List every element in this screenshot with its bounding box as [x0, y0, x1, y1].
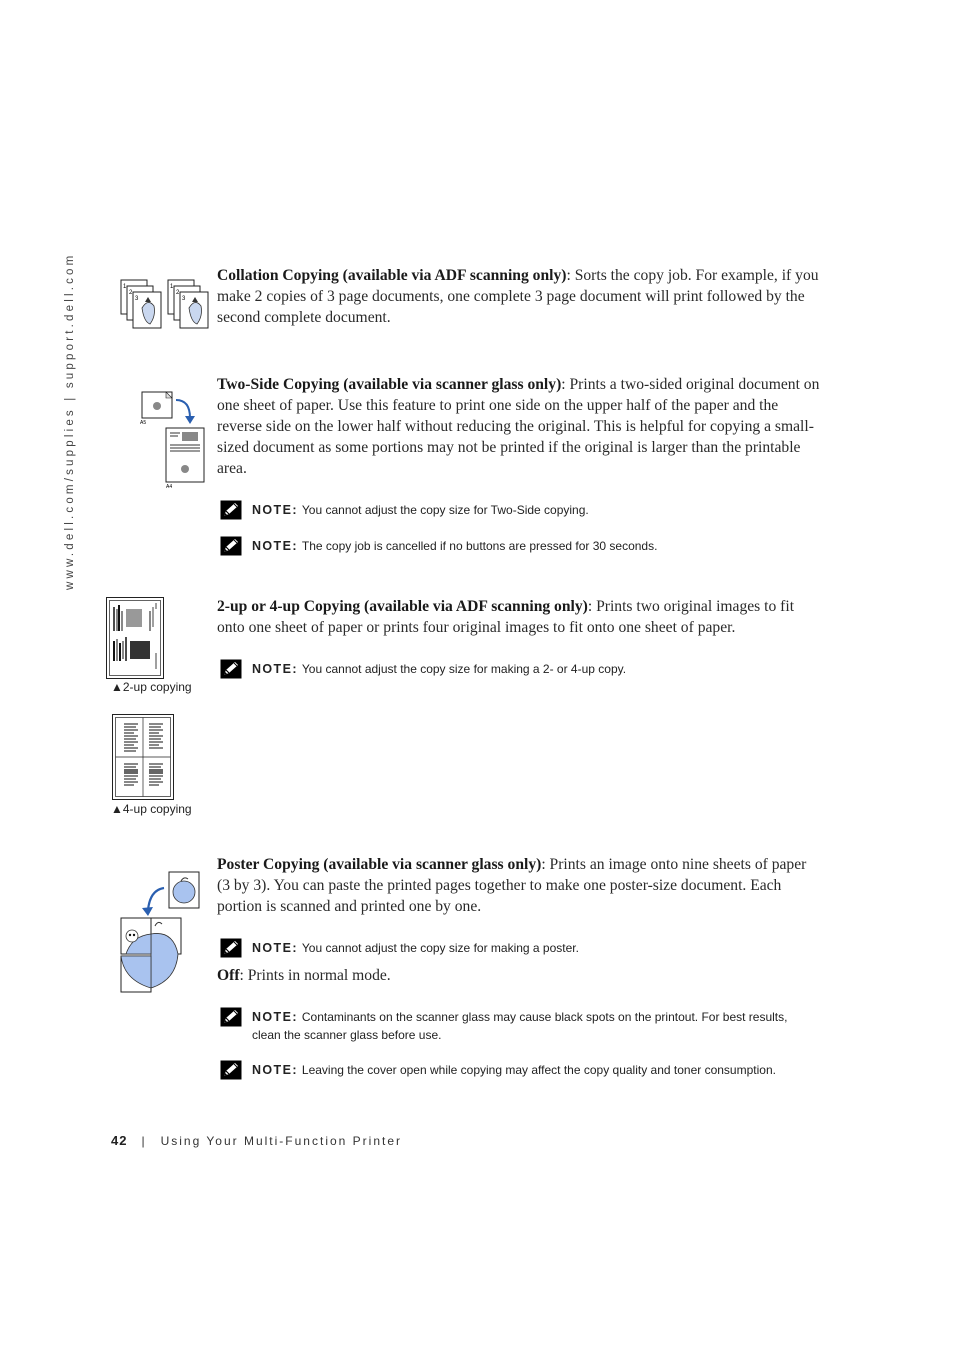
two-side-paragraph — [217, 374, 822, 479]
note-pencil-icon — [220, 1007, 242, 1027]
note-text: You cannot adjust the copy size for making a poster. — [301, 941, 579, 955]
page-number: 42 — [111, 1133, 128, 1148]
note-label: NOTE: — [252, 503, 298, 517]
note-label: NOTE: — [252, 941, 298, 955]
poster-title: Poster Copying (available via scanner glass only) — [217, 856, 542, 873]
off-body: : Prints in normal mode. — [239, 967, 391, 984]
a5-label: A5 — [140, 420, 147, 426]
note-pencil-icon — [220, 536, 242, 556]
page-number: 1 — [170, 284, 174, 290]
nup-title: 2-up or 4-up Copying (available via ADF scanning only) — [217, 598, 588, 615]
poster-paragraph — [217, 854, 822, 917]
collation-paragraph — [217, 265, 822, 328]
note-text: You cannot adjust the copy size for Two-Side copying. — [301, 503, 589, 517]
page-number: 2 — [129, 290, 133, 296]
page-footer — [111, 1133, 402, 1148]
footer-title: Using Your Multi-Function Printer — [160, 1134, 403, 1148]
a4-label: A4 — [166, 484, 173, 490]
two-side-figure — [136, 390, 210, 492]
two-up-figure — [106, 597, 164, 679]
note-label: NOTE: — [252, 1010, 298, 1024]
two-side-body: : Prints a two-sided original document on one sheet of paper. Use this feature to print one side on the upper half of the paper and the reverse side on the lower half without reducing the original. This is helpful for copying a small-sized document as some portions may not be printed if the original is larger than the printable area. — [217, 376, 820, 477]
caption-4up: ▲4-up copying — [111, 802, 192, 816]
collation-set-1 — [121, 280, 161, 328]
note-pencil-icon — [220, 500, 242, 520]
note-label: NOTE: — [252, 662, 298, 676]
poster-body: : Prints an image onto nine sheets of paper (3 by 3). You can paste the printed pages together to make one poster-size document. Each portion is scanned and printed one by one. — [217, 856, 807, 915]
nup-body: : Prints two original images to fit onto one sheet of paper or prints four original images to fit onto one sheet of paper. — [217, 598, 795, 636]
off-paragraph — [217, 965, 822, 986]
note-text: Contaminants on the scanner glass may cause black spots on the printout. For best results, clean the scanner glass before use. — [252, 1010, 788, 1042]
footer-separator: | — [141, 1134, 147, 1148]
note-text: The copy job is cancelled if no buttons are pressed for 30 seconds. — [301, 539, 658, 553]
note-pencil-icon — [220, 1060, 242, 1080]
collation-figure — [118, 278, 214, 332]
nup-paragraph — [217, 596, 822, 638]
note-pencil-icon — [220, 938, 242, 958]
collation-body: : Sorts the copy job. For example, if you make 2 copies of 3 page documents, one complete 3 page document will print followed by the second complete document. — [217, 267, 819, 326]
note-text: Leaving the cover open while copying may affect the copy quality and toner consumption. — [301, 1063, 776, 1077]
page-number: 2 — [176, 290, 180, 296]
caption-2up: ▲2-up copying — [111, 680, 192, 694]
two-side-title: Two-Side Copying (available via scanner glass only) — [217, 376, 562, 393]
note-label: NOTE: — [252, 539, 298, 553]
off-title: Off — [217, 967, 240, 984]
collation-title: Collation Copying (available via ADF scanning only) — [217, 267, 567, 284]
note-label: NOTE: — [252, 1063, 298, 1077]
note-text: You cannot adjust the copy size for making a 2- or 4-up copy. — [301, 662, 627, 676]
four-up-figure — [112, 714, 174, 800]
collation-set-2 — [168, 280, 208, 328]
page-number: 3 — [135, 296, 139, 302]
note-pencil-icon — [220, 659, 242, 679]
side-url: www.dell.com/supplies | support.dell.com — [64, 252, 76, 590]
page-number: 3 — [182, 296, 186, 302]
page-number: 1 — [123, 284, 127, 290]
poster-figure — [118, 870, 202, 994]
